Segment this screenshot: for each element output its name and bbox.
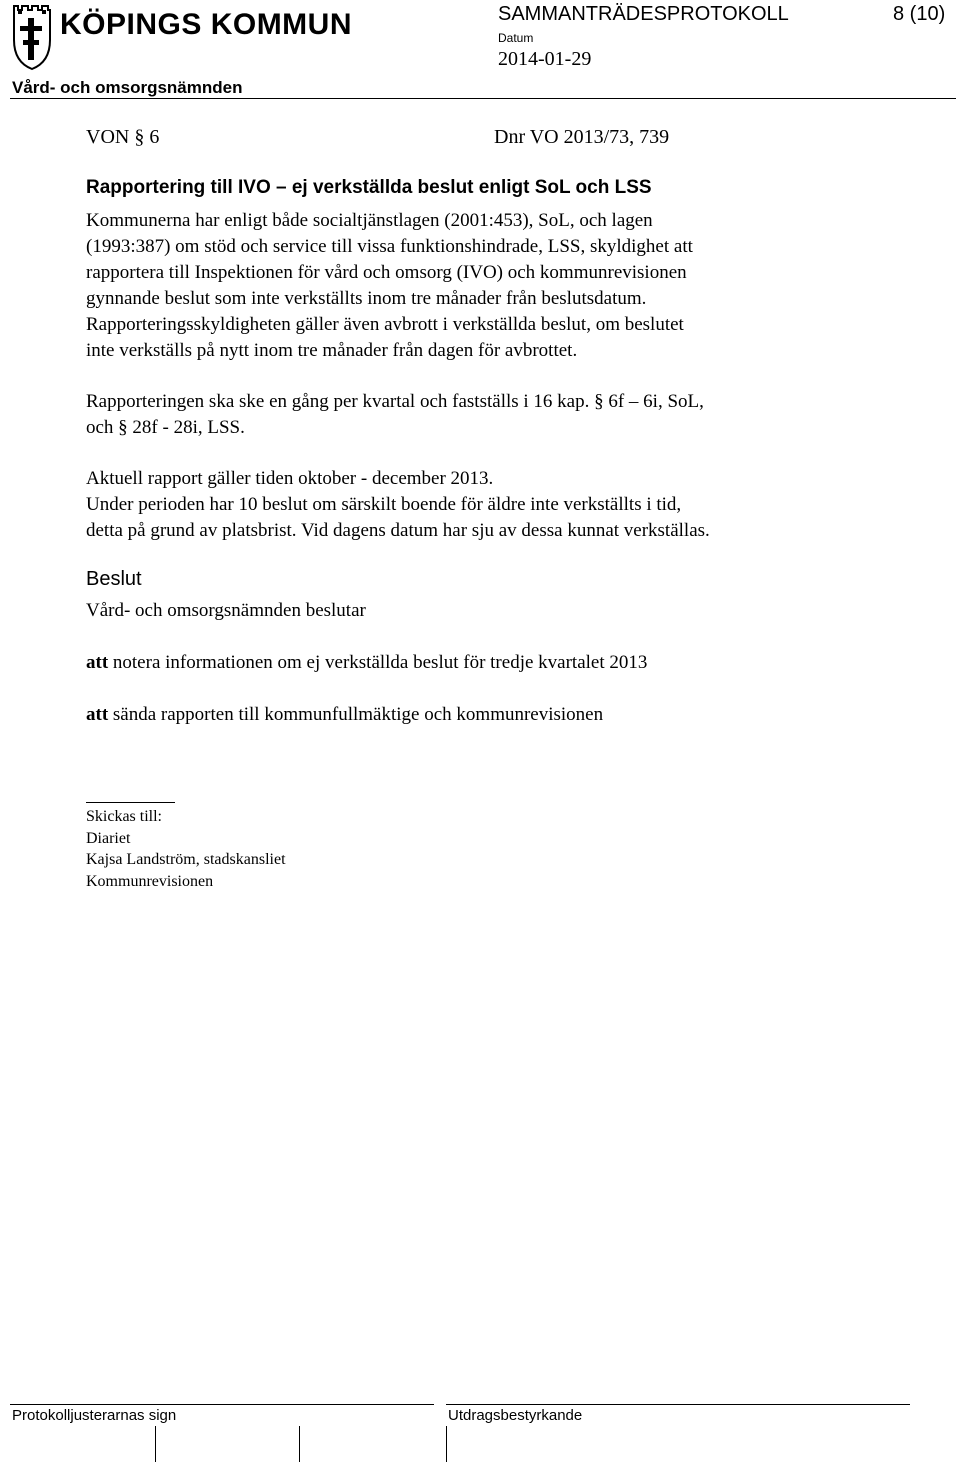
- text-line: Rapporteringen ska ske en gång per kvartal och fastställs i 16 kap. § 6f – 6i, SoL,: [86, 391, 704, 412]
- decision-item: [86, 652, 647, 674]
- decision-text: notera informationen om ej verkställda beslut för tredje kvartalet 2013: [108, 652, 648, 673]
- text-line: gynnande beslut som inte verkställts inom tre månader från beslutsdatum.: [86, 288, 647, 309]
- text-line: rapportera till Inspektionen för vård och omsorg (IVO) och kommunrevisionen: [86, 262, 687, 283]
- decision-heading: Beslut: [86, 568, 142, 590]
- decision-text: sända rapporten till kommunfullmäktige och kommunrevisionen: [108, 704, 604, 725]
- signature-box-divider: [299, 1426, 300, 1462]
- date-label: Datum: [498, 31, 534, 45]
- date-value: 2014-01-29: [498, 48, 592, 70]
- committee-name: Vård- och omsorgsnämnden: [12, 78, 243, 97]
- footer-divider: [446, 1404, 910, 1405]
- decision-item: [86, 704, 603, 726]
- extract-label: Utdragsbestyrkande: [448, 1407, 583, 1424]
- signature-box-divider: [446, 1426, 447, 1462]
- recipient: Kajsa Landström, stadskansliet: [86, 851, 286, 868]
- text-line: Kommunerna har enligt både socialtjänstlagen (2001:453), SoL, och lagen: [86, 210, 653, 231]
- organization-name: KÖPINGS KOMMUN: [60, 8, 352, 41]
- distribution-divider: [86, 802, 175, 803]
- decision-intro: Vård- och omsorgsnämnden beslutar: [86, 600, 366, 621]
- distribution-list: [86, 806, 286, 892]
- coat-of-arms-icon: [10, 2, 54, 72]
- text-line: Under perioden har 10 beslut om särskilt boende för äldre inte verkställts i tid,: [86, 494, 682, 515]
- text-line: (1993:387) om stöd och service till vissa funktionshindrade, LSS, skyldighet att: [86, 236, 693, 257]
- text-line: inte verkställs på nytt inom tre månader från dagen för avbrottet.: [86, 340, 578, 361]
- paragraph-reporting-frequency: [86, 389, 704, 441]
- text-line: Aktuell rapport gäller tiden oktober - december 2013.: [86, 468, 494, 489]
- decision-keyword: att: [86, 652, 109, 673]
- footer-divider: [10, 1404, 434, 1405]
- page-number: 8 (10): [893, 3, 946, 25]
- recipient: Kommunrevisionen: [86, 872, 214, 890]
- paragraph-current-report: [86, 466, 710, 544]
- document-type: SAMMANTRÄDESPROTOKOLL: [498, 3, 789, 25]
- section-title: Rapportering till IVO – ej verkställda beslut enligt SoL och LSS: [86, 177, 652, 198]
- header-divider: [10, 98, 956, 99]
- text-line: Rapporteringsskyldigheten gäller även avbrott i verkställda beslut, om beslutet: [86, 314, 684, 335]
- paragraph-reporting-obligation: [86, 208, 693, 364]
- signature-label: Protokolljusterarnas sign: [12, 1407, 177, 1424]
- text-line: och § 28f - 28i, LSS.: [86, 417, 245, 438]
- decision-keyword: att: [86, 704, 109, 725]
- signature-box-divider: [155, 1426, 156, 1462]
- text-line: detta på grund av platsbrist. Vid dagens datum har sju av dessa kunnat verkställas.: [86, 520, 710, 541]
- recipient: Diariet: [86, 829, 131, 847]
- distribution-label: Skickas till:: [86, 808, 162, 825]
- case-number: Dnr VO 2013/73, 739: [494, 126, 670, 148]
- section-id: VON § 6: [86, 126, 160, 148]
